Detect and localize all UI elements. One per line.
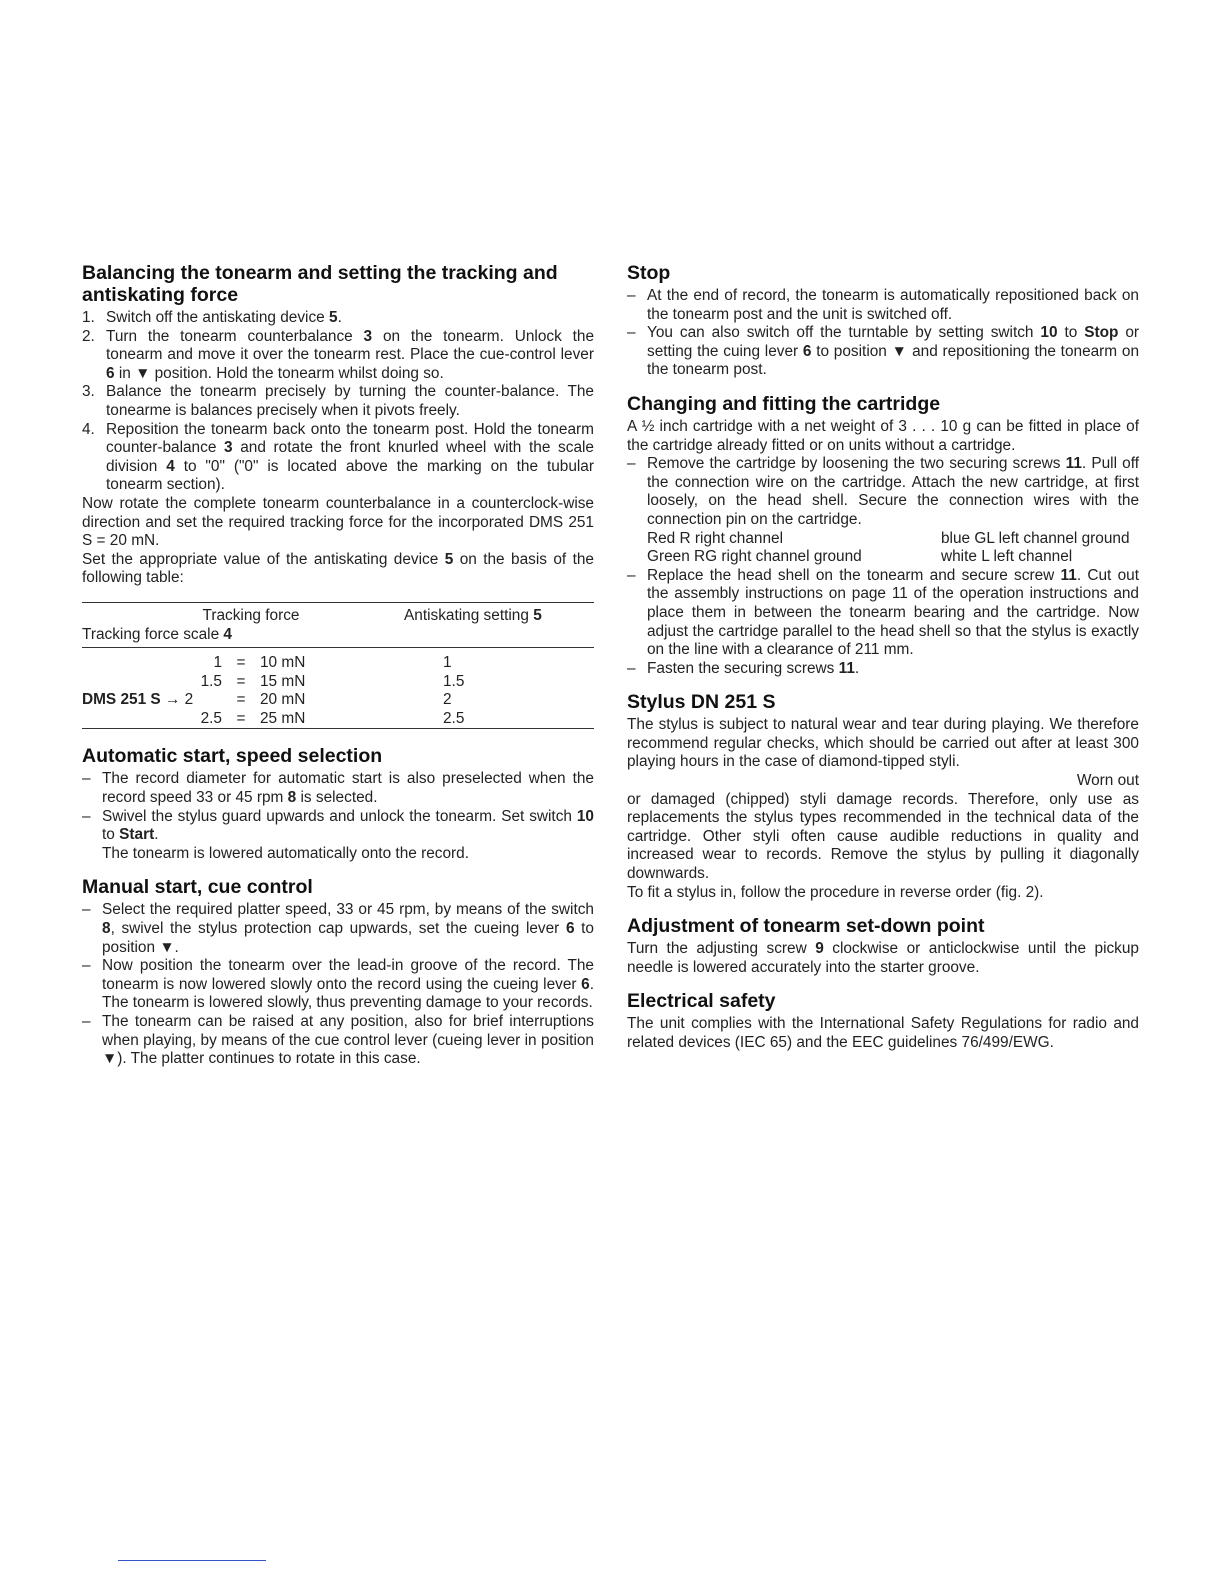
list-item: – You can also switch off the turntable by setting switch 10 to Stop or setting the cuing lever 6 to position ▼ and repositioning the tonearm on the tonearm post.: [627, 324, 1140, 379]
list-item: – Remove the cartridge by loosening the two securing screws 11. Pull off the connection wire on the cartridge. Attach the new cartridge, at first loosely, on the head shell. Secure the connection wires with the connection pin on the cartridge.: [627, 455, 1139, 528]
list-item: – At the end of record, the tonearm is automatically repositioned back on the tonearm post and the unit is switched off.: [627, 287, 1139, 323]
list-item: – Swivel the stylus guard upwards and unlock the tonearm. Set switch 10 to Start. The tonearm is lowered automatically onto the record.: [82, 807, 594, 862]
stylus-paragraph: To fit a stylus in, follow the procedure in reverse order (fig. 2).: [627, 883, 1044, 901]
footer-divider: [118, 1560, 266, 1561]
stylus-paragraph: or damaged (chipped) styli damage records. Therefore, only use as replacements the stylus types recommended in the technical data of the cartridge. Other styli often cause audible reductions in quality and increased wear to records. Remove the stylus by pulling it diagonally downwards.: [627, 790, 1139, 883]
setdown-paragraph: Turn the adjusting screw 9 clockwise or anticlockwise until the pickup needle is lowered accurately into the starter groove.: [627, 940, 1139, 976]
setdown-heading: Adjustment of tonearm set-down point: [627, 915, 985, 938]
tracking-force-table: [82, 602, 594, 730]
list-item: – Fasten the securing screws 11.: [627, 659, 860, 677]
left-column: [82, 262, 594, 1069]
cartridge-intro: A ½ inch cartridge with a net weight of 3 . . . 10 g can be fitted in place of the cartridge already fitted or on units without a cartridge.: [627, 417, 1139, 454]
stylus-paragraph: Worn out: [1076, 772, 1139, 790]
stop-heading: Stop: [627, 262, 671, 284]
table-row: 1.5 = 15 mN 1.5: [200, 672, 465, 690]
balancing-paragraph: Set the appropriate value of the antiskating device 5 on the basis of the following table:: [82, 550, 594, 587]
table-header-row: Tracking force Antiskating setting 5: [82, 602, 594, 625]
list-item: 3. Balance the tonearm precisely by turning the counter-balance. The tonearme is balances precisely when it pivots freely.: [82, 383, 594, 419]
wire-colors: Red R right channel blue GL left channel ground Green RG right channel ground white L left channel: [647, 529, 1130, 566]
list-item: 4. Reposition the tonearm back onto the tonearm post. Hold the tonearm counter-balance 3 and rotate the front knurled wheel with the scale division 4 to "0" ("0" is located above the marking on the tubular tonearm section).: [82, 420, 594, 494]
table-row: 2.5 = 25 mN 2.5: [82, 710, 594, 729]
list-item: – The tonearm can be raised at any position, also for brief interruptions when playing, by means of the cue control lever (cueing lever in position ▼). The platter continues to rotate in this case.: [82, 1013, 594, 1068]
safety-paragraph: The unit complies with the International Safety Regulations for radio and related devices (IEC 65) and the EEC guidelines 76/499/EWG.: [627, 1015, 1139, 1051]
cartridge-heading: Changing and fitting the cartridge: [627, 392, 941, 415]
right-column: [627, 262, 1139, 1053]
list-item: – Select the required platter speed, 33 or 45 rpm, by means of the switch 8, swivel the stylus protection cap upwards, set the cueing lever 6 to position ▼.: [82, 901, 594, 956]
stylus-heading: Stylus DN 251 S: [627, 691, 776, 714]
table-row: DMS 251 S → 2 = 20 mN 2: [82, 691, 452, 709]
table-header-row: Tracking force scale 4: [82, 626, 594, 648]
list-item: – The record diameter for automatic start is also preselected when the record speed 33 or 45 rpm 8 is selected.: [82, 770, 594, 807]
balancing-heading: Balancing the tonearm and setting the tracking and antiskating force: [82, 262, 558, 306]
stylus-paragraph: The stylus is subject to natural wear and tear during playing. We therefore recommend regular checks, which should be carried out after at least 300 playing hours in the case of diamond-tipped styli.: [627, 716, 1139, 771]
manual-start-heading: Manual start, cue control: [82, 876, 313, 899]
list-item: 1. Switch off the antiskating device 5.: [82, 309, 342, 326]
list-item: – Replace the head shell on the tonearm and secure screw 11. Cut out the assembly instructions on page 11 of the operation instructions and place them in between the tonearm bearing and the cartridge. Now adjust the cartridge parallel to the head shell so that the stylus is exactly on the line with a clearance of 211 mm.: [627, 566, 1139, 659]
automatic-start-heading: Automatic start, speed selection: [82, 745, 383, 768]
balancing-paragraph: Now rotate the complete tonearm counterbalance in a counterclock-wise direction and set the required tracking force for the incorporated DMS 251 S = 20 mN.: [82, 494, 594, 550]
list-item: – Now position the tonearm over the lead-in groove of the record. The tonearm is now lowered slowly onto the record using the cueing lever 6. The tonearm is lowered slowly, thus preventing damage to your records.: [82, 957, 594, 1012]
safety-heading: Electrical safety: [627, 990, 776, 1013]
table-row: 1 = 10 mN 1: [213, 654, 452, 672]
list-item: 2. Turn the tonearm counterbalance 3 on the tonearm. Unlock the tonearm and move it over the tonearm rest. Place the cue-control lever 6 in ▼ position. Hold the tonearm whilst doing so.: [82, 327, 594, 382]
